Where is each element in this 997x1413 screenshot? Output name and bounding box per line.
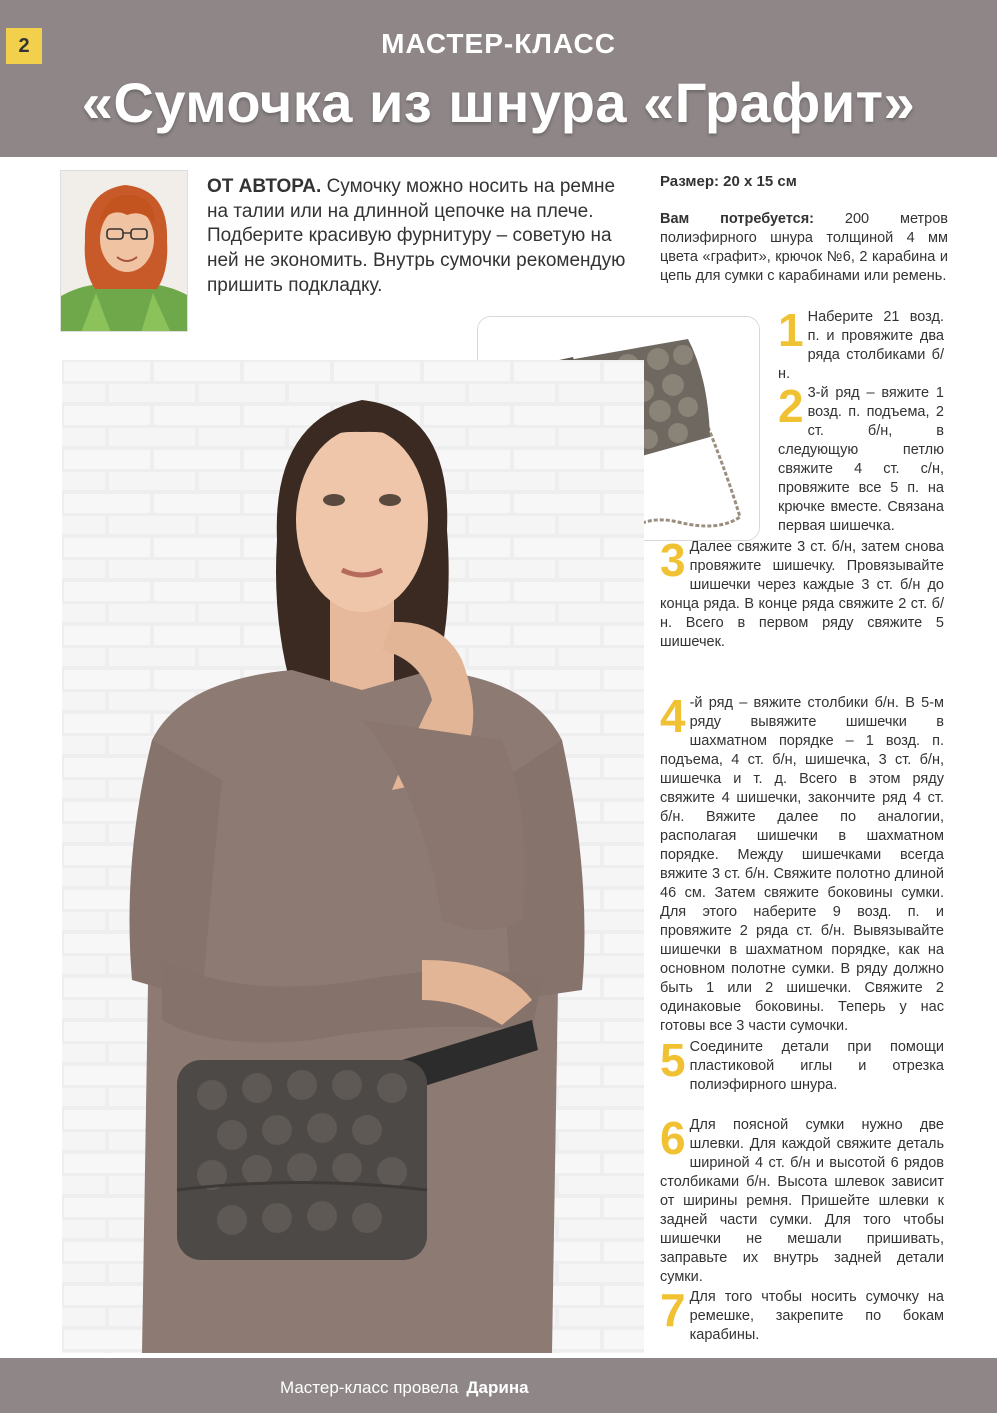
step-5 (660, 1034, 944, 1095)
materials-label: Вам потребуется: (660, 211, 815, 227)
page-title: «Сумочка из шнура «Графит» (81, 71, 916, 134)
step-text: -й ряд – вяжите столбики б/н. В 5-м ряду вывяжите шишечки в шахматном порядке – 1 возд. п. подъема, 4 ст. б/н, шишечка, 3 ст. б/н, шишечка и т. д. Всего в этом ряду свяжите 4 шишечки, закончите ряд 4 ст. б/н. Вяжите далее по аналогии, располагая шишечки в шахматном порядке. Между шишечками всегда вяжите 3 ст. б/н. Свяжите полотно длиной 46 см. Затем свяжите боковины сумки. Для этого наберите 9 возд. п. и провяжите 2 ряда ст. б/н. Вывязывайте шишечки в шахматном порядке, как на основном полотне сумки. В ряду должно быть 1 или 2 шишечки. Свяжите 2 одинаковые боковины. Теперь у нас готовы все 3 части сумочки. (660, 695, 944, 1034)
step-number: 1 (778, 304, 804, 356)
model-photo (62, 360, 644, 1353)
step-text: Далее свяжите 3 ст. б/н, затем снова провяжите шишечку. Провязывайте шишечки через каждые 3 ст. б/н до конца ряда. В конце ряда свяжите 2 ст. б/н. Всего в первом ряду свяжите 5 шишечек. (660, 539, 944, 650)
step-text: Соедините детали при помощи пластиковой иглы и отрезка полиэфирного шнура. (689, 1039, 944, 1093)
size-info: Размер: 20 х 15 см (660, 173, 797, 190)
step-text: Для того чтобы носить сумочку на ремешке, закрепите по бокам карабины. (689, 1289, 944, 1343)
page-number: 2 (6, 28, 42, 64)
materials-info (660, 210, 948, 287)
footer-label: Мастер-класс провела (280, 1378, 459, 1397)
step-number: 2 (778, 380, 804, 432)
footer-credit (280, 1378, 529, 1398)
step-number: 3 (660, 534, 686, 586)
step-7 (660, 1284, 944, 1345)
step-number: 4 (660, 690, 686, 742)
author-photo (60, 170, 188, 332)
step-number: 5 (660, 1034, 686, 1086)
author-name: Дарина (466, 1378, 529, 1397)
step-2 (778, 380, 944, 536)
author-label: ОТ АВТОРА. (207, 176, 322, 197)
section-kicker: МАСТЕР-КЛАСС (381, 28, 616, 59)
step-text: 3-й ряд – вяжите 1 возд. п. подъема, 2 ст. б/н, в следующую петлю свяжите 4 ст. с/н, провяжите все 5 п. на крючке вместе. Связана первая шишечка. (778, 385, 944, 534)
step-3 (660, 534, 944, 652)
step-text: Наберите 21 возд. п. и провяжите два ряда столбиками б/н. (778, 309, 944, 382)
step-1 (778, 304, 944, 384)
author-note (207, 175, 627, 298)
author-text: Сумочку можно носить на ремне на талии или на длинной цепочке на плече. Подберите красивую фурнитуру – советую на ней не экономить. Внутрь сумочки рекомендую пришить подкладку. (207, 176, 626, 296)
step-number: 7 (660, 1284, 686, 1336)
materials-text: 200 метров полиэфирного шнура толщиной 4 мм цвета «графит», крючок №6, 2 карабина и цепь для сумки с карабинами или ремень. (660, 211, 948, 285)
step-6 (660, 1112, 944, 1287)
step-text: Для поясной сумки нужно две шлевки. Для каждой свяжите деталь шириной 4 ст. б/н и высотой 6 рядов столбиками б/н. Высота шлевок зависит от ширины ремня. Пришейте шлевки к задней части сумки. Для того чтобы шишечки не мешали пришивать, заправьте их внутрь задней детали сумки. (660, 1117, 944, 1285)
step-4 (660, 690, 944, 1036)
step-number: 6 (660, 1112, 686, 1164)
